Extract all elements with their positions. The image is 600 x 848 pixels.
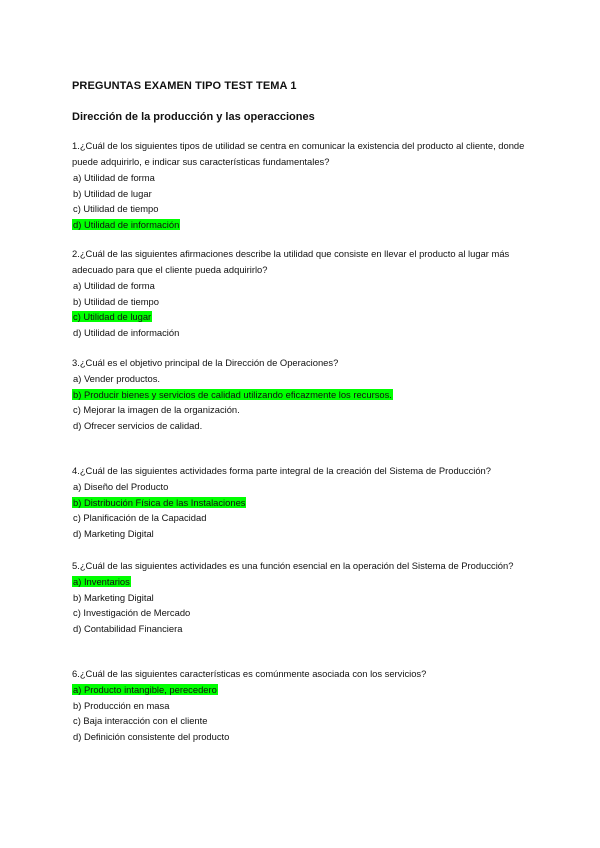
answer-option: c) Mejorar la imagen de la organización. <box>73 404 240 415</box>
answer-option: b) Utilidad de lugar <box>73 187 152 199</box>
question-text: 4.¿Cuál de las siguientes actividades forma parte integral de la creación del Sistema de Producción? <box>72 465 491 476</box>
answer-option-correct: b) Distribución Física de las Instalaciones <box>73 496 246 508</box>
answer-option: b) Utilidad de tiempo <box>73 295 159 307</box>
question-text: 1.¿Cuál de los siguientes tipos de utilidad se centra en comunicar la existencia del producto al cliente, donde puede adquirirlo, e indicar sus características fundamentales? <box>72 140 525 167</box>
question-text: 2.¿Cuál de las siguientes afirmaciones describe la utilidad que consiste en llevar el producto al lugar más adecuado para que el cliente pueda adquirirlo? <box>72 248 510 275</box>
answer-option-correct: b) Producir bienes y servicios de calidad utilizando eficazmente los recursos. <box>73 388 392 400</box>
question-6 <box>72 666 542 744</box>
answer-option: d) Definición consistente del producto <box>73 730 230 742</box>
answer-option: d) Ofrecer servicios de calidad. <box>73 419 203 431</box>
answer-option: a) Vender productos. <box>73 373 161 384</box>
answer-option: c) Utilidad de tiempo <box>73 203 159 214</box>
answer-option: d) Marketing Digital <box>73 527 154 539</box>
document-subtitle: Dirección de la producción y las operacciones <box>72 111 315 123</box>
answer-option: b) Marketing Digital <box>73 591 154 603</box>
answer-option: a) Diseño del Producto <box>73 481 169 492</box>
answer-option-correct: c) Utilidad de lugar <box>73 311 152 322</box>
answer-option: a) Utilidad de forma <box>73 172 155 183</box>
answer-option: c) Investigación de Mercado <box>73 607 191 618</box>
answer-option: d) Contabilidad Financiera <box>73 622 183 634</box>
answer-option-correct: d) Utilidad de información <box>73 218 180 230</box>
question-1 <box>72 138 542 232</box>
answer-option: d) Utilidad de información <box>73 326 180 338</box>
question-3 <box>72 355 542 433</box>
question-2 <box>72 246 542 340</box>
question-text: 3.¿Cuál es el objetivo principal de la Dirección de Operaciones? <box>72 357 339 368</box>
answer-option-correct: a) Inventarios <box>73 576 130 587</box>
question-4 <box>72 463 542 541</box>
answer-option: c) Planificación de la Capacidad <box>73 512 207 523</box>
answer-option: c) Baja interacción con el cliente <box>73 715 208 726</box>
question-5 <box>72 558 542 636</box>
answer-option-correct: a) Producto intangible, perecedero <box>73 684 217 695</box>
answer-option: b) Producción en masa <box>73 699 170 711</box>
question-text: 6.¿Cuál de las siguientes características es comúnmente asociada con los servicios? <box>72 668 427 679</box>
answer-option: a) Utilidad de forma <box>73 280 155 291</box>
document-title: PREGUNTAS EXAMEN TIPO TEST TEMA 1 <box>72 80 297 92</box>
question-text: 5.¿Cuál de las siguientes actividades es una función esencial en la operación del Sistema de Producción? <box>72 560 514 571</box>
